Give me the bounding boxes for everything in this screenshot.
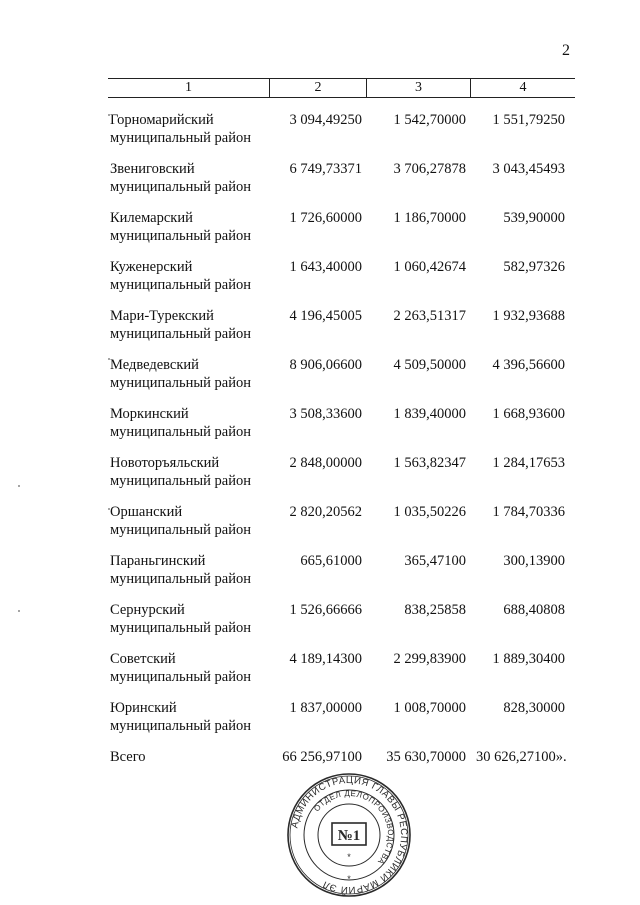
table-row — [108, 111, 575, 160]
table-row — [108, 209, 575, 258]
cell-col-3: 2 263,51317 — [393, 308, 466, 324]
cell-col-2: 1 643,40000 — [289, 259, 362, 275]
district-name — [108, 111, 269, 160]
cell-col-4: 828,30000 — [503, 700, 565, 716]
scan-speck — [108, 358, 110, 360]
scan-speck — [18, 610, 20, 612]
cell-col-2: 1 726,60000 — [289, 210, 362, 226]
table-row — [108, 552, 575, 601]
stamp-inner-text: ОТДЕЛ ДЕЛОПРОИЗВОДСТВА — [312, 788, 396, 867]
district-name — [108, 258, 269, 307]
district-name-line2: муниципальный район — [110, 669, 251, 685]
district-name-line2: муниципальный район — [110, 424, 251, 440]
district-name-line1: Мари-Турекский — [110, 308, 214, 324]
cell-col-4: 539,90000 — [503, 210, 565, 226]
cell-col-3: 1 563,82347 — [393, 455, 466, 471]
cell-col-4: 1 932,93688 — [492, 308, 565, 324]
cell-col-2: 6 749,73371 — [289, 161, 362, 177]
cell-col-2: 3 094,49250 — [289, 112, 362, 128]
district-name — [108, 650, 269, 699]
district-name-line2: муниципальный район — [110, 179, 251, 195]
cell-col-4: 582,97326 — [503, 259, 565, 275]
scan-speck — [108, 508, 110, 510]
cell-col-4: 1 784,70336 — [492, 504, 565, 520]
total-col-2: 66 256,97100 — [282, 749, 362, 765]
cell-col-2: 8 906,06600 — [289, 357, 362, 373]
district-name-line2: муниципальный район — [110, 522, 251, 538]
cell-col-3: 365,47100 — [404, 553, 466, 569]
header-col-4: 4 — [470, 79, 575, 97]
district-name-line2: муниципальный район — [110, 130, 251, 146]
cell-col-3: 1 035,50226 — [393, 504, 466, 520]
scan-speck — [108, 114, 110, 116]
cell-col-3: 1 186,70000 — [393, 210, 466, 226]
table-row — [108, 650, 575, 699]
district-name — [108, 699, 269, 748]
cell-col-4: 1 284,17653 — [492, 455, 565, 471]
district-name-line2: муниципальный район — [110, 620, 251, 636]
district-name-line1: Оршанский — [110, 504, 183, 520]
cell-col-2: 1 837,00000 — [289, 700, 362, 716]
cell-col-3: 4 509,50000 — [393, 357, 466, 373]
total-label: Всего — [110, 749, 146, 765]
cell-col-4: 3 043,45493 — [492, 161, 565, 177]
district-name — [108, 601, 269, 650]
district-name — [108, 209, 269, 258]
district-name-line1: Горномарийский — [110, 112, 214, 128]
page-number: 2 — [562, 42, 570, 59]
district-name-line1: Юринский — [110, 700, 177, 716]
district-name-line1: Сернурский — [110, 602, 185, 618]
district-name-line2: муниципальный район — [110, 375, 251, 391]
district-name-line1: Новоторъяльский — [110, 455, 220, 471]
district-name — [108, 160, 269, 209]
district-name-line2: муниципальный район — [110, 571, 251, 587]
district-name-line1: Моркинский — [110, 406, 189, 422]
total-col-4: 30 626,27100». — [476, 749, 567, 765]
table-row — [108, 307, 575, 356]
district-name-line1: Советский — [110, 651, 176, 667]
data-table — [108, 78, 575, 772]
cell-col-4: 1 889,30400 — [492, 651, 565, 667]
district-name-line2: муниципальный район — [110, 473, 251, 489]
cell-col-4: 1 551,79250 — [492, 112, 565, 128]
office-stamp — [286, 772, 412, 898]
header-col-3: 3 — [366, 79, 470, 97]
district-name — [108, 307, 269, 356]
cell-col-4: 300,13900 — [503, 553, 565, 569]
total-row — [108, 748, 575, 772]
table-row — [108, 601, 575, 650]
table-row — [108, 356, 575, 405]
header-col-2: 2 — [269, 79, 366, 97]
stamp-outer-text: АДМИНИСТРАЦИЯ ГЛАВЫ РЕСПУБЛИКИ МАРИЙ ЭЛ — [289, 774, 410, 896]
table-row — [108, 503, 575, 552]
district-name-line1: Куженерский — [110, 259, 193, 275]
table-row — [108, 699, 575, 748]
district-name — [108, 454, 269, 503]
district-name — [108, 405, 269, 454]
cell-col-2: 4 189,14300 — [289, 651, 362, 667]
cell-col-2: 665,61000 — [300, 553, 362, 569]
table-row — [108, 160, 575, 209]
district-name — [108, 356, 269, 405]
cell-col-4: 688,40808 — [503, 602, 565, 618]
cell-col-2: 2 848,00000 — [289, 455, 362, 471]
district-name-line2: муниципальный район — [110, 277, 251, 293]
star-icon: * — [347, 874, 351, 884]
cell-col-3: 1 542,70000 — [393, 112, 466, 128]
district-name-line1: Звениговский — [110, 161, 195, 177]
district-name-line1: Медведевский — [110, 357, 199, 373]
cell-col-2: 1 526,66666 — [289, 602, 362, 618]
table-row — [108, 454, 575, 503]
cell-col-4: 4 396,56600 — [492, 357, 565, 373]
district-name-line1: Параньгинский — [110, 553, 206, 569]
total-col-3: 35 630,70000 — [386, 749, 466, 765]
cell-col-4: 1 668,93600 — [492, 406, 565, 422]
district-name-line2: муниципальный район — [110, 718, 251, 734]
table-header — [108, 78, 575, 98]
cell-col-2: 3 508,33600 — [289, 406, 362, 422]
cell-col-3: 1 060,42674 — [393, 259, 466, 275]
district-name-line1: Килемарский — [110, 210, 193, 226]
table-row — [108, 405, 575, 454]
cell-col-2: 4 196,45005 — [289, 308, 362, 324]
district-name — [108, 503, 269, 552]
scan-speck — [18, 485, 20, 487]
star-icon: * — [347, 852, 351, 862]
cell-col-2: 2 820,20562 — [289, 504, 362, 520]
district-name-line2: муниципальный район — [110, 326, 251, 342]
cell-col-3: 3 706,27878 — [393, 161, 466, 177]
cell-col-3: 2 299,83900 — [393, 651, 466, 667]
district-name-line2: муниципальный район — [110, 228, 251, 244]
header-col-1: 1 — [185, 80, 192, 95]
cell-col-3: 838,25858 — [404, 602, 466, 618]
stamp-number: №1 — [337, 828, 361, 844]
table-body — [108, 111, 575, 748]
district-name — [108, 552, 269, 601]
table-row — [108, 258, 575, 307]
cell-col-3: 1 008,70000 — [393, 700, 466, 716]
cell-col-3: 1 839,40000 — [393, 406, 466, 422]
